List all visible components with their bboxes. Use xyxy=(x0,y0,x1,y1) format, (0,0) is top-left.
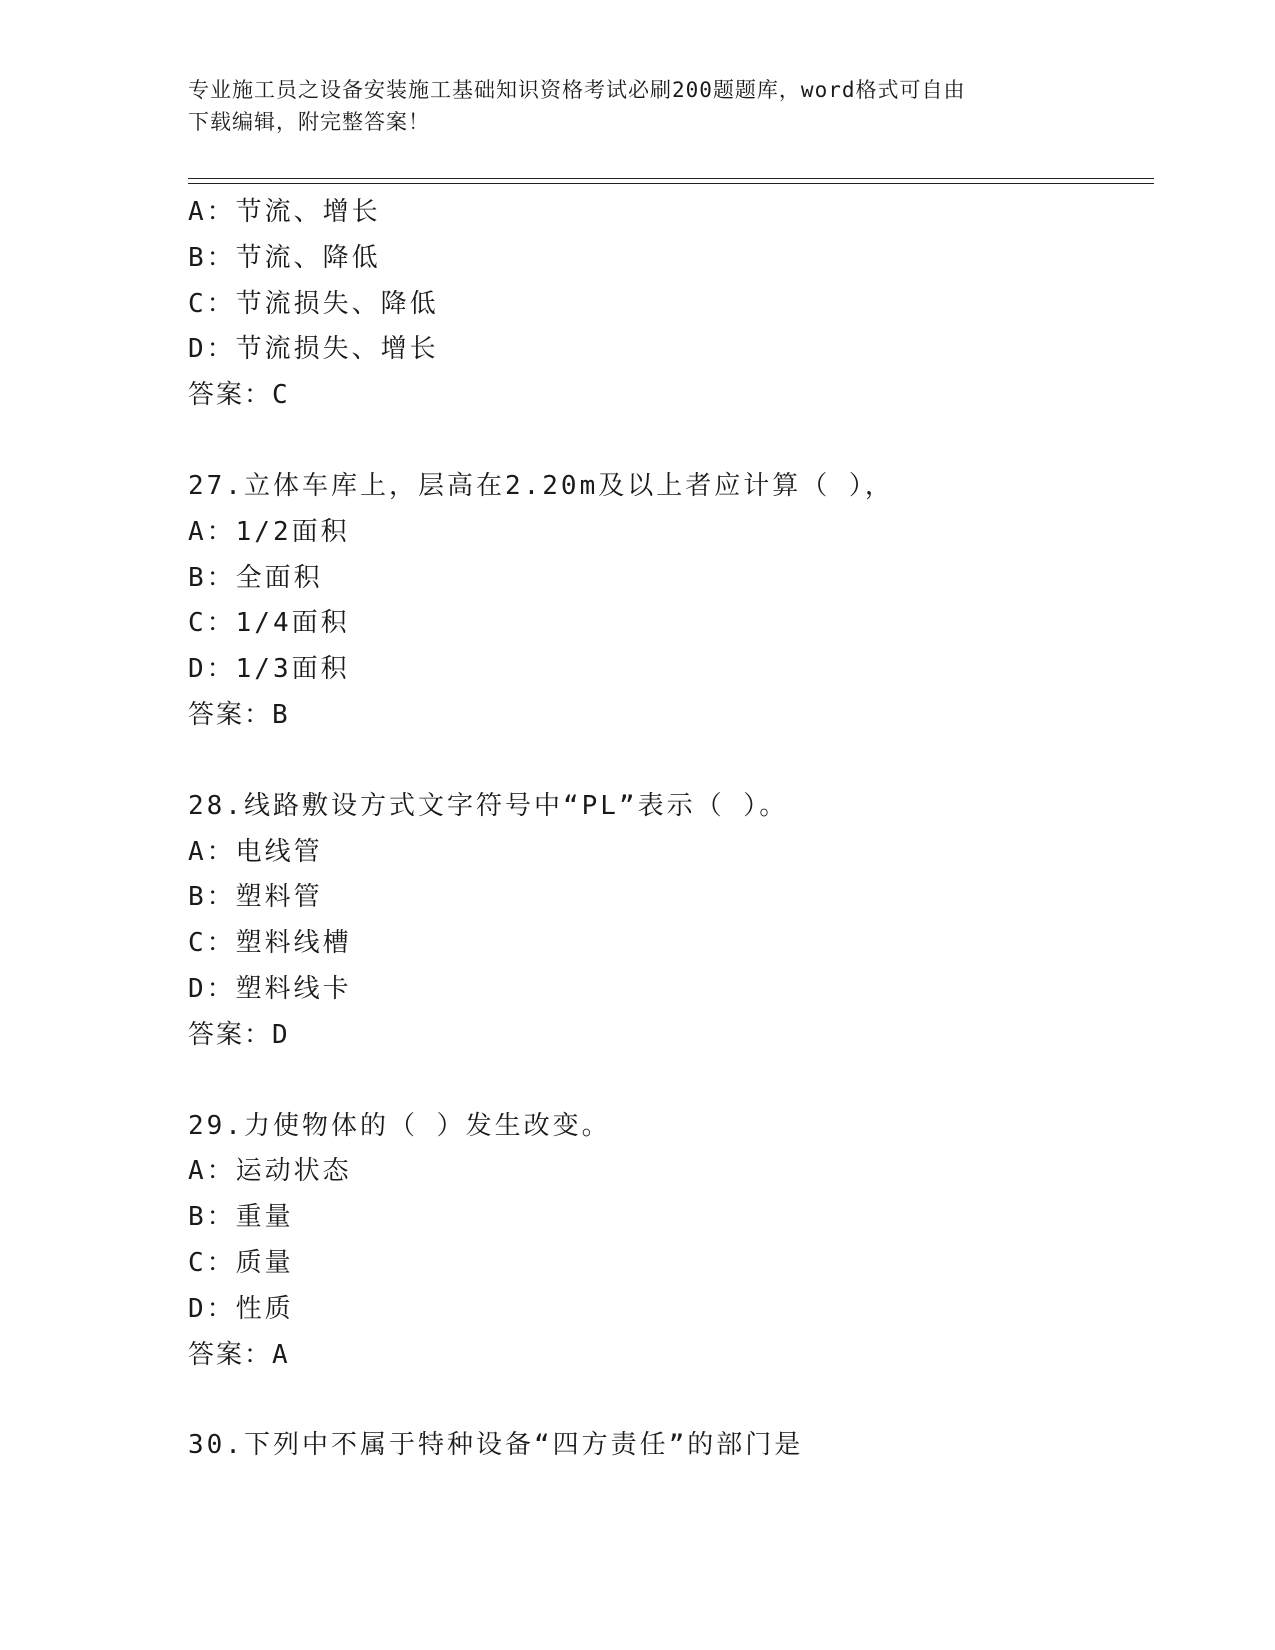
option-a: A：电线管 xyxy=(188,836,323,867)
option-c: C：1/4面积 xyxy=(188,608,350,639)
option-b: B：塑料管 xyxy=(188,882,323,913)
option-c: C：质量 xyxy=(188,1247,294,1278)
header-line-1: 专业施工员之设备安装施工基础知识资格考试必刷200题题库，word格式可自由 xyxy=(188,78,966,102)
question-block-26 xyxy=(188,190,1154,419)
option-b: B：重量 xyxy=(188,1202,294,1233)
option-d: D：塑料线卡 xyxy=(188,973,352,1004)
document-header xyxy=(188,74,1088,138)
question-text: 30.下列中不属于特种设备“四方责任”的部门是 xyxy=(188,1430,804,1461)
answer: 答案：B xyxy=(188,699,290,730)
option-b: B：节流、降低 xyxy=(188,242,381,273)
question-list xyxy=(188,190,1154,1469)
question-text: 29.力使物体的（ ）发生改变。 xyxy=(188,1110,611,1141)
header-divider-top xyxy=(188,178,1154,179)
option-d: D：1/3面积 xyxy=(188,654,350,685)
option-b: B：全面积 xyxy=(188,562,323,593)
option-c: C：节流损失、降低 xyxy=(188,288,439,319)
option-a: A：运动状态 xyxy=(188,1156,352,1187)
question-block-27 xyxy=(188,464,1154,739)
question-block-30 xyxy=(188,1423,1154,1469)
option-d: D：性质 xyxy=(188,1293,294,1324)
question-block-29 xyxy=(188,1104,1154,1379)
answer: 答案：C xyxy=(188,380,290,411)
header-line-2: 下载编辑，附完整答案！ xyxy=(188,110,430,134)
question-text: 28.线路敷设方式文字符号中“PL”表示（ ）。 xyxy=(188,790,789,821)
option-d: D：节流损失、增长 xyxy=(188,334,439,365)
question-text: 27.立体车库上，层高在2.20m及以上者应计算（ ）， xyxy=(188,470,894,501)
option-c: C：塑料线槽 xyxy=(188,928,352,959)
option-a: A：1/2面积 xyxy=(188,516,350,547)
answer: 答案：D xyxy=(188,1019,290,1050)
option-a: A：节流、增长 xyxy=(188,197,381,227)
answer: 答案：A xyxy=(188,1339,290,1370)
header-divider-bottom xyxy=(188,183,1154,184)
question-block-28 xyxy=(188,784,1154,1059)
